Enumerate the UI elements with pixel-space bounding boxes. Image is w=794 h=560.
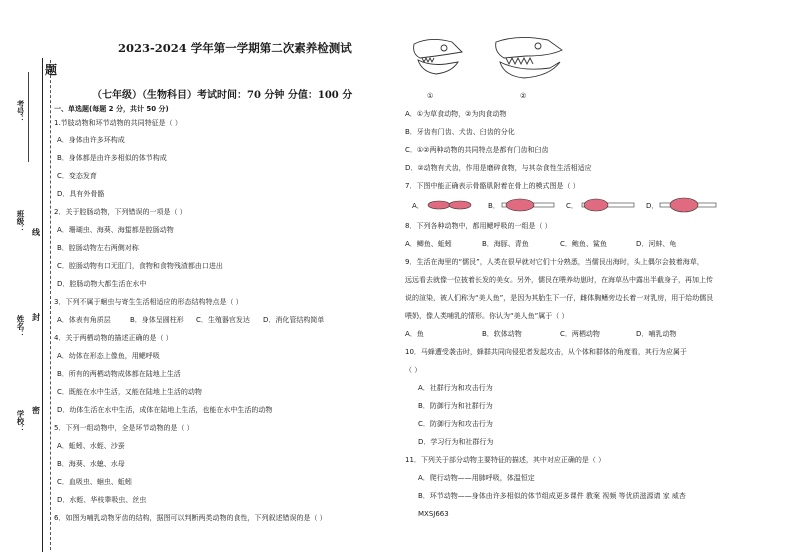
q4-option-d: D．幼体生活在水中生活，成体在陆地上生活，也能在水中生活的动物 (57, 406, 273, 414)
q9-line-2: 远远看去就像一位披着长发的美女。另外，儒艮在喂养幼崽时，在海草丛中露出半截身子，再加上传 (405, 276, 713, 284)
exam-number-underline (28, 72, 29, 162)
seal-mark-secret: 密 (32, 406, 40, 415)
muscle-diagram-b (500, 196, 556, 214)
q1-option-d: D．具有外骨骼 (57, 190, 105, 198)
q9-line-1: 9．生活在海里的“儒艮”，人类在很早就对它们十分熟悉，当儒艮出海时，头上偶尔会披着海草， (405, 258, 704, 266)
figure-label-1: ① (427, 92, 434, 100)
binding-solid-line (42, 58, 43, 552)
q11-option-b: B．环节动物——身体由许多相似的体节组成更多课件 教案 视频 等优质滋源请 家 威杏 (418, 492, 686, 500)
q7-stem: 7．下图中能正确表示骨骼肌附着在骨上的模式图是（ ） (405, 182, 580, 190)
q10-option-b: B．防御行为和社群行为 (418, 402, 493, 410)
q9-line-4: 喂奶，像人类哺乳的情形。你认为“美人鱼”属于（ ） (405, 312, 569, 320)
carnivore-skull-drawing (496, 37, 562, 78)
q4-option-a: A．幼体在形态上像鱼，用鳃呼吸 (57, 352, 160, 360)
q8-option-d: D．河蚌、龟 (636, 240, 677, 248)
q10-line-2: （ ） (405, 366, 422, 374)
q2-option-d: D．腔肠动物大都生活在水中 (57, 280, 147, 288)
q1-option-c: C．变态发育 (57, 172, 97, 180)
class-label: 班级： (16, 210, 25, 233)
school-label: 学校： (16, 410, 25, 433)
q10-option-d: D．学习行为和社群行为 (418, 438, 494, 446)
q6-stem: 6．如图为哺乳动物牙齿的结构，据图可以判断两类动物的食性，下列叙述错误的是（ ） (54, 514, 327, 522)
q8-option-a: A．鲫鱼、蚯蚓 (405, 240, 452, 248)
q3-option-b: B．身体呈圆柱形 (130, 316, 184, 324)
q9-option-c: C．两栖动物 (560, 330, 600, 338)
q1-stem: 1.节肢动物和环节动物的共同特征是（ ） (54, 119, 182, 127)
muscle-diagram-d (658, 195, 718, 215)
q2-option-c: C．腔肠动物有口无肛门，食物和食物残渣都由口进出 (57, 262, 223, 270)
q7-label-d: D． (646, 202, 659, 210)
muscle-diagram-c (580, 196, 636, 214)
q4-option-b: B．所有的两栖动物成体都在陆地上生活 (57, 370, 181, 378)
q2-option-b: B．腔肠动物左右两侧对称 (57, 244, 139, 252)
page-subtitle: （七年级）（生物科目）考试时间：70 分钟 分值：100 分 (92, 90, 353, 101)
seal-mark-line: 线 (32, 228, 40, 237)
q5-option-c: C．血吸虫、蛔虫、蚯蚓 (57, 478, 132, 486)
binding-dashed-line (50, 60, 51, 550)
q3-option-d: D．消化管结构简单 (263, 316, 325, 324)
q5-option-b: B．海葵、水螅、水母 (57, 460, 125, 468)
name-label: 姓名： (16, 315, 25, 338)
q6-option-c: C．①②两种动物的共同特点是都有门齿和臼齿 (405, 146, 549, 154)
q8-stem: 8．下列各种动物中，都用鳃呼吸的一组是（ ） (405, 222, 552, 230)
exam-number-label: 考号： (16, 100, 25, 123)
section-heading: 一、单选题(每题 2 分，共计 50 分) (54, 105, 169, 113)
q9-option-d: D．哺乳动物 (636, 330, 677, 338)
q5-stem: 5．下列一组动物中，全是环节动物的是（ ） (54, 424, 194, 432)
q3-option-a: A．体表有角质层 (57, 316, 111, 324)
q6-option-b: B．牙齿有门齿、犬齿、臼齿的分化 (405, 128, 515, 136)
q4-option-c: C．既能在水中生活，又能在陆地上生活的动物 (57, 388, 202, 396)
q8-option-c: C．鲍鱼、鲨鱼 (560, 240, 607, 248)
q9-option-b: B．软体动物 (482, 330, 522, 338)
q10-line-1: 10．马蜂遭受袭击时，蜂群共同向侵犯者发起攻击，从个体和群体的角度看，其行为应属于 (405, 348, 687, 356)
figure-label-2: ② (520, 92, 527, 100)
muscle-diagram-a (424, 197, 474, 213)
q6-option-d: D．②动物有犬齿，作用是磨碎食物，与其杂食性生活相适应 (405, 164, 592, 172)
q7-label-c: C． (566, 202, 578, 210)
q3-option-c: C．生殖器官发达 (196, 316, 250, 324)
q9-option-a: A．鱼 (405, 330, 424, 338)
q5-option-d: D．水蛭、华枝睾吸虫、丝虫 (57, 496, 147, 504)
q10-option-a: A．社群行为和攻击行为 (418, 384, 493, 392)
q2-option-a: A．珊瑚虫、海葵、海蜇都是腔肠动物 (57, 226, 174, 234)
q8-option-b: B．海豚、青鱼 (482, 240, 529, 248)
q1-option-b: B．身体都是由许多相似的体节构成 (57, 154, 167, 162)
q5-option-a: A．蚯蚓、水蛭、沙蚕 (57, 442, 125, 450)
q11-extra-code: MXSJ663 (418, 510, 449, 518)
page-title: 2023-2024 学年第一学期第二次素养检测试 (118, 41, 352, 55)
q7-label-b: B． (488, 202, 500, 210)
q10-option-c: C．防御行为和攻击行为 (418, 420, 493, 428)
q11-option-a: A．爬行动物——用肺呼吸，体温恒定 (418, 474, 535, 482)
herbivore-skull-drawing (414, 39, 462, 74)
q6-option-a: A．①为草食动物，②为肉食动物 (405, 110, 507, 118)
seal-mark-seal: 封 (32, 313, 40, 322)
q3-stem: 3．下列不属于蛔虫与寄生生活相适应的形态结构特点是（ ） (54, 298, 243, 306)
q4-stem: 4．关于两栖动物的描述正确的是（ ） (54, 334, 173, 342)
q1-option-a: A．身体由许多环构成 (57, 136, 125, 144)
q11-stem: 11．下列关于部分动物主要特征的描述，其中对应正确的是（ ） (405, 456, 606, 464)
title-ti-char: 题 (45, 63, 58, 77)
skull-figure (400, 32, 580, 94)
q7-label-a: A． (412, 202, 424, 210)
q2-stem: 2．关于腔肠动物，下列错误的一项是（ ） (54, 208, 187, 216)
q9-line-3: 说的渲染，被人们称为“美人鱼”，是因为其胎生下一仔，雌体胸鳍旁边长着一对乳房，用于给幼儒艮 (405, 294, 714, 302)
